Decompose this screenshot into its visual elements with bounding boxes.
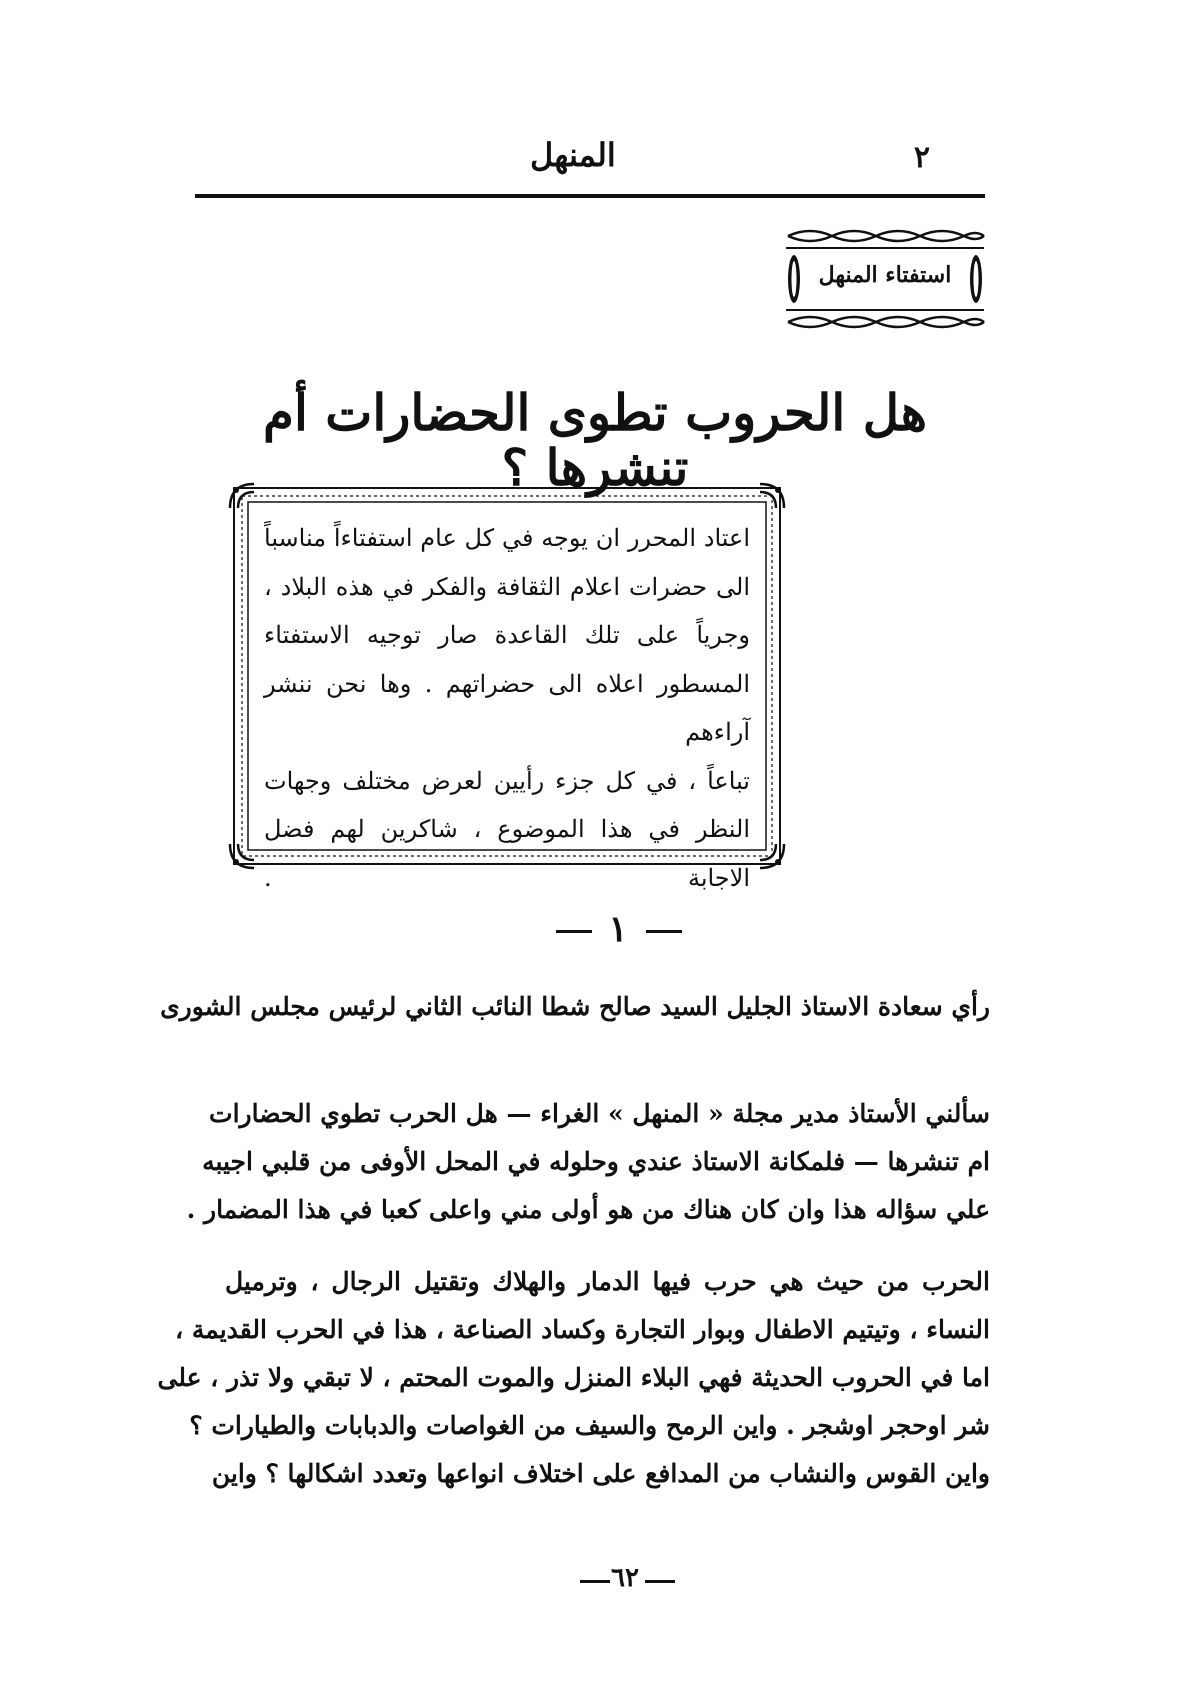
running-header [195,132,985,192]
editorial-note-line: اعتاد المحرر ان يوجه في كل عام استفتاءاً مناسباً [264,524,750,552]
body-paragraph [157,1258,990,1498]
section-label: استفتاء المنهل [818,262,952,288]
folio-dash-right [645,1580,675,1583]
body-line: شر اوحجر اوشجر . واين الرمح والسيف من الغواصات والدبابات والطيارات ؟ [189,1411,990,1440]
body-line: الحرب من حيث هي حرب فيها الدمار والهلاك وتقتيل الرجال ، وترميل [225,1267,990,1296]
editorial-note-frame [224,478,790,892]
body-line: ام تنشرها — فلمكانة الاستاذ عندي وحلوله في المحل الأوفى من قلبي اجيبه [202,1147,990,1176]
section-dash-right [646,930,682,933]
article-title: هل الحروب تطوى الحضارات أم تنشرها ؟ [263,383,927,497]
body-line: واين القوس والنشاب من المدافع على اختلاف انواعها وتعدد اشكالها ؟ واين [211,1459,990,1488]
section-number: ١ [608,908,628,950]
body-paragraph [186,1090,990,1234]
section-dash-left [556,930,592,933]
body-line: سألني الأستاذ مدير مجلة « المنهل » الغراء — هل الحرب تطوي الحضارات [209,1099,990,1128]
editorial-note-line: وجرياً على تلك القاعدة صار توجيه الاستفتاء [264,621,750,649]
body-line: علي سؤاله هذا وان كان هناك من هو أولى مني واعلى كعبا في هذا المضمار . [186,1195,990,1224]
editorial-note-line: تباعاً ، في كل جزء رأيين لعرض مختلف وجهات [264,766,750,795]
editorial-note-line: المسطور اعلاه الى حضراتهم . وها نحن ننشر آراءهم [264,669,750,746]
header-page-number: ٢ [913,140,930,175]
body-line: النساء ، وتيتيم الاطفال وبوار التجارة وكساد الصناعة ، هذا في الحرب القديمة ، [175,1315,990,1344]
folio: ٦٢ [611,1563,639,1593]
section-label-box [780,226,990,332]
editorial-note [264,514,750,902]
header-rule [195,194,985,198]
editorial-note-line: الى حضرات اعلام الثقافة والفكر في هذه البلاد ، [264,572,750,601]
editorial-note-line: النظر في هذا الموضوع ، شاكرين لهم فضل الاجابة . [264,815,750,892]
body-line: اما في الحروب الحديثة فهي البلاء المنزل والموت المحتم ، لا تبقي ولا تذر ، على [157,1363,990,1392]
respondent-heading: رأي سعادة الاستاذ الجليل السيد صالح شطا النائب الثاني لرئيس مجلس الشورى [160,992,990,1021]
header-journal-name: المنهل [530,136,616,174]
